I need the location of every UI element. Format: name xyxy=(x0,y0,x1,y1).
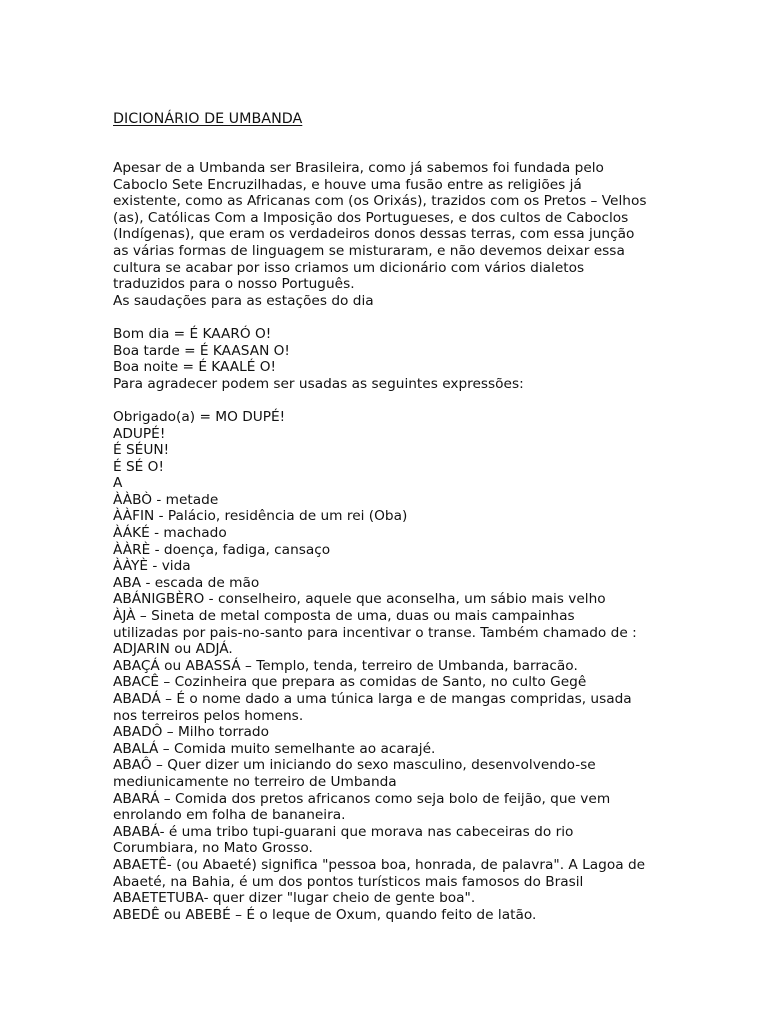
text-line: cultura se acabar por isso criamos um dicionário com vários dialetos xyxy=(113,259,585,276)
document-title: DICIONÁRIO DE UMBANDA xyxy=(113,111,303,127)
text-line: ADJARIN ou ADJÁ. xyxy=(113,641,233,658)
text-line: ABABÁ- é uma tribo tupi-guarani que morava nas cabeceiras do rio xyxy=(113,823,574,840)
text-line: Boa tarde = É KAASAN O! xyxy=(113,342,290,359)
text-line: ABADÁ – É o nome dado a uma túnica larga e de mangas compridas, usada xyxy=(113,691,632,707)
text-line: Corumbiara, no Mato Grosso. xyxy=(113,840,313,857)
text-line: ABAÔ – Quer dizer um iniciando do sexo masculino, desenvolvendo-se xyxy=(113,757,596,774)
text-line: A xyxy=(113,475,123,492)
text-line: ABA - escada de mão xyxy=(113,574,260,591)
text-line: ABAETETUBA- quer dizer "lugar cheio de gente boa". xyxy=(113,890,476,907)
text-line: (Indígenas), que eram os verdadeiros donos dessas terras, com essa junção xyxy=(113,226,635,243)
text-line: utilizadas por pais-no-santo para incentivar o transe. Também chamado de : xyxy=(113,624,637,641)
text-line: ABEDÊ ou ABEBÉ – É o leque de Oxum, quando feito de latão. xyxy=(113,906,537,923)
text-line: Para agradecer podem ser usadas as seguintes expressões: xyxy=(113,375,524,392)
text-line: ÀÀBÒ - metade xyxy=(113,491,219,508)
text-line: as várias formas de linguagem se misturaram, e não devemos deixar essa xyxy=(113,242,625,259)
text-line: É SÉUN! xyxy=(113,442,170,459)
text-line: ÀÀFIN - Palácio, residência de um rei (Oba) xyxy=(113,508,408,525)
text-line: Apesar de a Umbanda ser Brasileira, como já sabemos foi fundada pelo xyxy=(113,160,604,176)
text-line: (as), Católicas Com a Imposição dos Portugueses, e dos cultos de Caboclos xyxy=(113,209,629,226)
text-line: ÀÀYÈ - vida xyxy=(113,558,191,575)
text-line: ABAETÊ- (ou Abaeté) significa "pessoa boa, honrada, de palavra". A Lagoa de xyxy=(113,856,646,873)
text-line: existente, como as Africanas com (os Orixás), trazidos com os Pretos – Velhos xyxy=(113,193,647,210)
text-line: ÀJÀ – Sineta de metal composta de uma, duas ou mais campainhas xyxy=(113,608,575,625)
text-line: ABAÇÁ ou ABASSÁ – Templo, tenda, terreiro de Umbanda, barracão. xyxy=(113,657,578,674)
text-line: ABARÁ – Comida dos pretos africanos como seja bolo de feijão, que vem xyxy=(113,790,611,807)
text-line: Caboclo Sete Encruzilhadas, e houve uma fusão entre as religiões já xyxy=(113,176,582,193)
text-line: ABADÔ – Milho torrado xyxy=(113,724,269,741)
text-line: ABÁNIGBÈRO - conselheiro, aquele que aconselha, um sábio mais velho xyxy=(113,591,606,608)
text-line: É SÉ O! xyxy=(113,458,164,475)
text-line: Obrigado(a) = MO DUPÉ! xyxy=(113,408,286,425)
text-line: mediunicamente no terreiro de Umbanda xyxy=(113,773,397,790)
text-line: ABALÁ – Comida muito semelhante ao acarajé. xyxy=(113,740,436,757)
text-line: enrolando em folha de bananeira. xyxy=(113,807,346,824)
text-line: ÀÀRÈ - doença, fadiga, cansaço xyxy=(113,541,331,558)
text-line: nos terreiros pelos homens. xyxy=(113,707,304,724)
text-line: Abaeté, na Bahia, é um dos pontos turísticos mais famosos do Brasil xyxy=(113,873,584,890)
document-body xyxy=(113,160,673,923)
text-line: traduzidos para o nosso Português. xyxy=(113,276,355,293)
blank-line xyxy=(113,309,673,326)
text-line: Boa noite = É KAALÉ O! xyxy=(113,359,277,376)
text-line: Bom dia = É KAARÓ O! xyxy=(113,325,272,342)
text-line: ÀÁKÉ - machado xyxy=(113,525,227,542)
text-line: ABACÊ – Cozinheira que prepara as comidas de Santo, no culto Gegê xyxy=(113,674,587,691)
text-line: ADUPÉ! xyxy=(113,425,166,442)
text-line: As saudações para as estações do dia xyxy=(113,292,374,309)
blank-line xyxy=(113,392,673,409)
